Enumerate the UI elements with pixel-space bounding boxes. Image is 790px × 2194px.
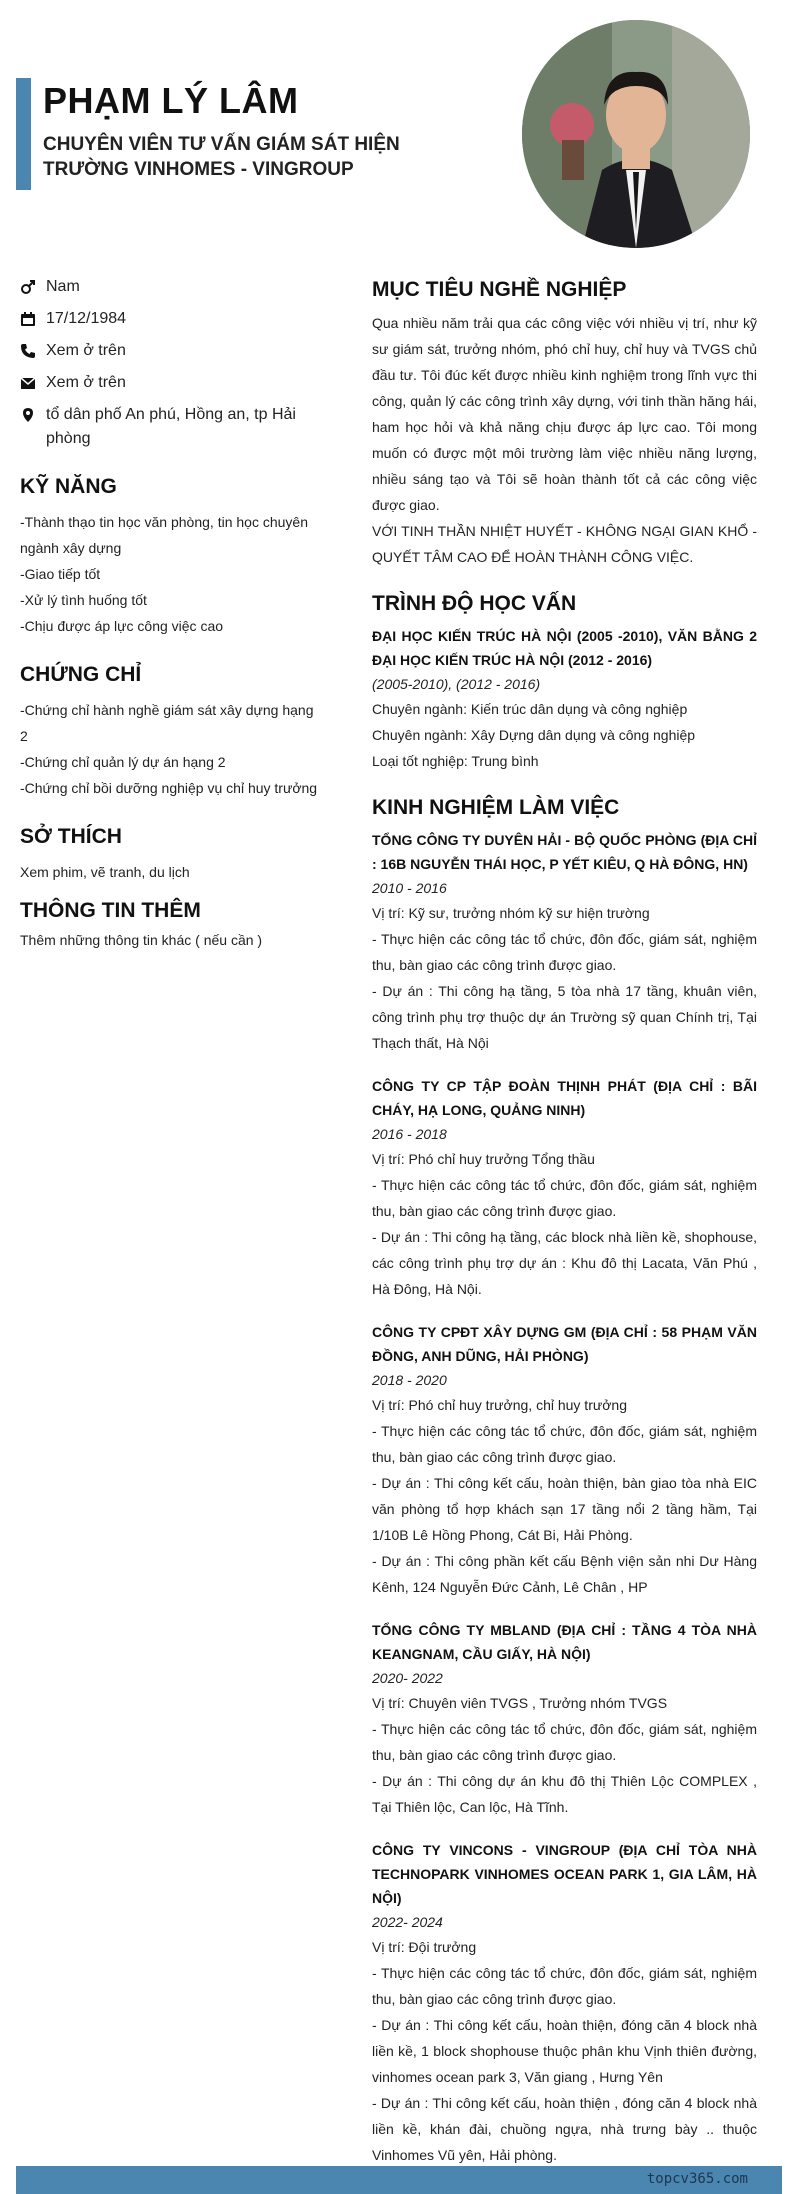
birthday-row	[20, 307, 320, 331]
phone-text: Xem ở trên	[46, 342, 126, 359]
job-entry	[372, 828, 757, 1056]
education-line: Chuyên ngành: Xây Dựng dân dụng và công nghiệp	[372, 727, 696, 743]
education-heading: TRÌNH ĐỘ HỌC VẤN	[372, 592, 577, 615]
certificate-item: -Chứng chỉ quản lý dự án hạng 2	[20, 754, 226, 770]
job-line: Vị trí: Kỹ sư, trưởng nhóm kỹ sư hiện trường	[372, 905, 650, 921]
job-entry	[372, 1838, 757, 2168]
objective-heading: MỤC TIÊU NGHỀ NGHIỆP	[372, 278, 627, 301]
job-period: 2020- 2022	[372, 1670, 443, 1686]
job-line: - Thực hiện các công tác tổ chức, đôn đốc, giám sát, nghiệm thu, bàn giao các công trình được giao.	[372, 1965, 757, 2007]
job-line: - Dự án : Thi công kết cấu, hoàn thiện , đóng căn 4 block nhà liền kề, khán đài, chuồng ngựa, nhà trưng bày .. thuộc Vinhomes Vũ yên, Hải phòng.	[372, 2095, 757, 2163]
job-line: - Thực hiện các công tác tổ chức, đôn đốc, giám sát, nghiệm thu, bàn giao các công trình được giao.	[372, 1423, 757, 1465]
address-row	[20, 403, 320, 451]
skill-item: -Giao tiếp tốt	[20, 566, 101, 582]
job-company: TỔNG CÔNG TY DUYÊN HẢI - BỘ QUỐC PHÒNG (ĐỊA CHỈ : 16B NGUYỄN THÁI HỌC, P YẾT KIÊU, Q HÀ ĐÔNG, HN)	[372, 832, 757, 872]
job-entry	[372, 1618, 757, 1820]
hobbies-text: Xem phim, vẽ tranh, du lịch	[20, 864, 190, 880]
job-line: Vị trí: Phó chỉ huy trưởng Tổng thầu	[372, 1151, 595, 1167]
job-line: - Dự án : Thi công hạ tầng, các block nhà liền kề, shophouse, các công trình phụ trợ dự án : Khu đô thị Lacata, Văn Phú , Hà Đông, Hà Nội.	[372, 1229, 757, 1297]
certificates-heading: CHỨNG CHỈ	[20, 663, 142, 686]
job-line: Vị trí: Đội trưởng	[372, 1939, 477, 1955]
extra-info-text: Thêm những thông tin khác ( nếu cần )	[20, 932, 263, 948]
job-line: Vị trí: Phó chỉ huy trưởng, chỉ huy trưởng	[372, 1397, 627, 1413]
experience-heading: KINH NGHIỆM LÀM VIỆC	[372, 796, 620, 819]
job-line: - Dự án : Thi công hạ tầng, 5 tòa nhà 17 tầng, khuân viên, công trình phụ trợ thuộc dự án Trường sỹ quan Chính trị, Tại Thạch thất, Hà Nội	[372, 983, 757, 1051]
profile-photo	[522, 20, 750, 248]
job-company: CÔNG TY CPĐT XÂY DỰNG GM (ĐỊA CHỈ : 58 PHẠM VĂN ĐỒNG, ANH DŨNG, HẢI PHÒNG)	[372, 1324, 757, 1364]
job-company: TỔNG CÔNG TY MBLAND (ĐỊA CHỈ : TẦNG 4 TÒA NHÀ KEANGNAM, CẦU GIẤY, HÀ NỘI)	[372, 1622, 757, 1662]
hobbies-heading: SỞ THÍCH	[20, 825, 122, 848]
job-period: 2010 - 2016	[372, 880, 447, 896]
email-text: Xem ở trên	[46, 374, 126, 391]
job-line: - Thực hiện các công tác tổ chức, đôn đốc, giám sát, nghiệm thu, bàn giao các công trình được giao.	[372, 1721, 757, 1763]
job-line: Vị trí: Chuyên viên TVGS , Trưởng nhóm TVGS	[372, 1695, 668, 1711]
education-line: Chuyên ngành: Kiến trúc dân dụng và công nghiệp	[372, 701, 688, 717]
job-line: - Thực hiện các công tác tổ chức, đôn đốc, giám sát, nghiệm thu, bàn giao các công trình được giao.	[372, 931, 757, 973]
job-company: CÔNG TY CP TẬP ĐOÀN THỊNH PHÁT (ĐỊA CHỈ : BÃI CHÁY, HẠ LONG, QUẢNG NINH)	[372, 1078, 757, 1118]
skill-item: -Xử lý tình huống tốt	[20, 592, 147, 608]
certificate-item: -Chứng chỉ bồi dưỡng nghiệp vụ chỉ huy trưởng	[20, 780, 318, 796]
footer-watermark[interactable]: topcv365.com	[646, 2171, 748, 2187]
phone-row	[20, 339, 320, 363]
gender-text: Nam	[46, 278, 80, 295]
job-line: - Dự án : Thi công kết cấu, hoàn thiện, bàn giao tòa nhà EIC văn phòng tổ hợp khách sạn 17 tầng nổi 2 tầng hầm, Tại 1/10B Lê Hồng Phong, Cát Bi, Hải Phòng.	[372, 1475, 757, 1543]
portrait-illustration	[522, 20, 750, 248]
objective-text: Qua nhiều năm trải qua các công việc với nhiều vị trí, như kỹ sư giám sát, trưởng nhóm, phó chỉ huy, chỉ huy và TVGS chủ đầu tư. Tôi đúc kết được nhiều kinh nghiệm trong lĩnh vực thi công, quản lý các công trình xây dựng, với tinh thần hăng hái, ham học hỏi và khả năng chịu được áp lực cao. Tôi mong muốn có được một môi trường làm việc nhiều năng lượng, nhiều sáng tạo và Tôi sẽ hoàn thành tốt cả các công việc được giao.	[372, 315, 757, 513]
gender-row	[20, 275, 320, 299]
skills-heading: KỸ NĂNG	[20, 475, 117, 498]
education-period: (2005-2010), (2012 - 2016)	[372, 676, 541, 692]
calendar-icon	[20, 307, 46, 331]
job-period: 2022- 2024	[372, 1914, 443, 1930]
address-text: tổ dân phố An phú, Hồng an, tp Hải phòng	[46, 406, 296, 447]
job-line: - Dự án : Thi công kết cấu, hoàn thiện, đóng căn 4 block nhà liền kề, 1 block shophouse thuộc phân khu Vịnh thiên đường, vinhomes ocean park 3, Văn giang , Hưng Yên	[372, 2017, 757, 2085]
job-period: 2018 - 2020	[372, 1372, 447, 1388]
candidate-title: CHUYÊN VIÊN TƯ VẤN GIÁM SÁT HIỆN TRƯỜNG VINHOMES - VINGROUP	[43, 134, 400, 180]
email-row	[20, 371, 320, 395]
right-column	[372, 278, 757, 2168]
objective-motto: VỚI TINH THẦN NHIỆT HUYẾT - KHÔNG NGẠI GIAN KHỔ - QUYẾT TÂM CAO ĐỂ HOÀN THÀNH CÔNG VIỆC.	[372, 523, 757, 565]
job-period: 2016 - 2018	[372, 1126, 447, 1142]
extra-info-heading: THÔNG TIN THÊM	[20, 899, 201, 922]
education-school: ĐẠI HỌC KIẾN TRÚC HÀ NỘI (2005 -2010), VĂN BẰNG 2 ĐẠI HỌC KIẾN TRÚC HÀ NỘI (2012 - 2016)	[372, 628, 757, 668]
job-entry	[372, 1320, 757, 1600]
email-icon	[20, 371, 46, 395]
location-icon	[20, 403, 46, 427]
gender-icon	[20, 275, 46, 299]
skill-item: -Chịu được áp lực công việc cao	[20, 618, 224, 634]
footer-bar	[16, 2166, 782, 2194]
left-column	[20, 275, 320, 953]
job-line: - Dự án : Thi công dự án khu đô thị Thiên Lộc COMPLEX , Tại Thiên lộc, Can lộc, Hà Tĩnh.	[372, 1773, 757, 1815]
header-accent-bar	[16, 78, 31, 190]
phone-icon	[20, 339, 46, 363]
job-line: - Thực hiện các công tác tổ chức, đôn đốc, giám sát, nghiệm thu, bàn giao các công trình được giao.	[372, 1177, 757, 1219]
education-line: Loại tốt nghiệp: Trung bình	[372, 753, 539, 769]
job-line: - Dự án : Thi công phần kết cấu Bệnh viện sản nhi Dư Hàng Kênh, 124 Nguyễn Đức Cảnh, Lê Chân , HP	[372, 1553, 757, 1595]
birthday-text: 17/12/1984	[46, 310, 127, 327]
certificate-item: -Chứng chỉ hành nghề giám sát xây dựng hạng 2	[20, 702, 314, 744]
skill-item: -Thành thạo tin học văn phòng, tin học chuyên ngành xây dựng	[20, 514, 308, 556]
job-company: CÔNG TY VINCONS - VINGROUP (ĐỊA CHỈ TÒA NHÀ TECHNOPARK VINHOMES OCEAN PARK 1, GIA LÂM, HÀ NỘI)	[372, 1842, 757, 1906]
job-entry	[372, 1074, 757, 1302]
candidate-name: PHẠM LÝ LÂM	[43, 80, 299, 121]
